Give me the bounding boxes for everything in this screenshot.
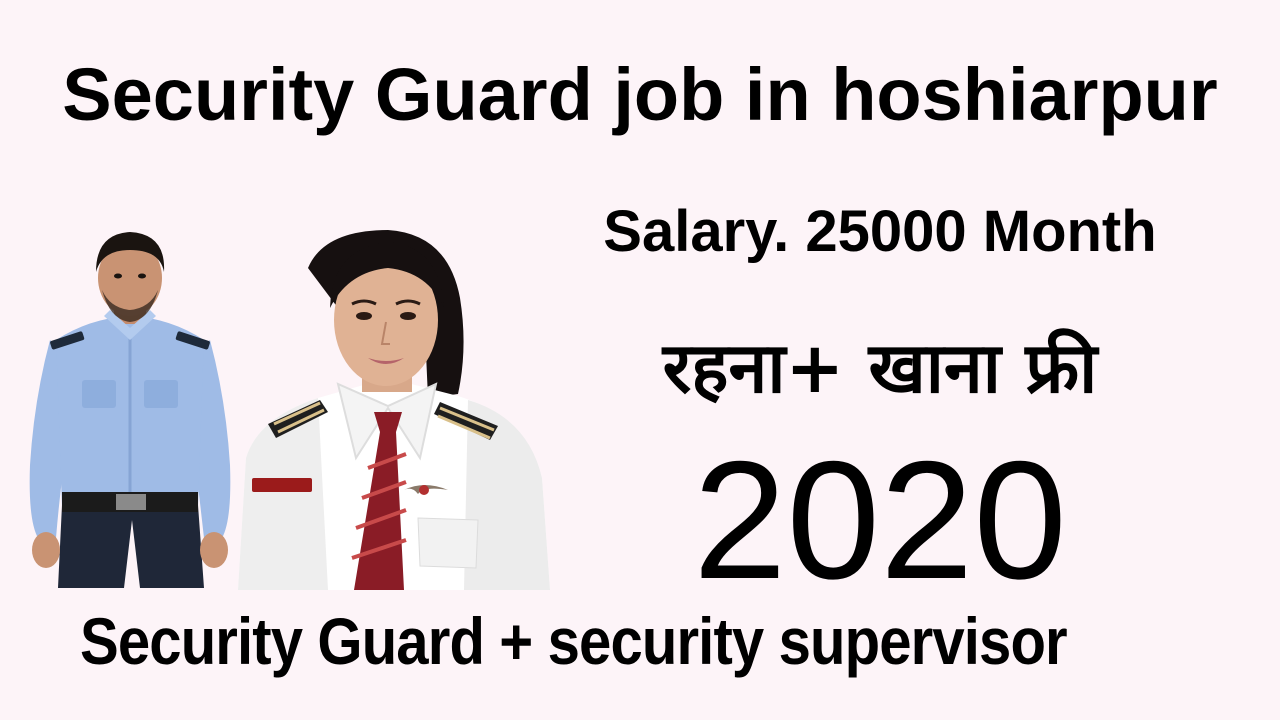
- female-guard-photo: [228, 228, 553, 590]
- hindi-benefit-text: रहना+ खाना फ्री: [662, 327, 1098, 409]
- bottom-caption: Security Guard + security supervisor: [80, 604, 1067, 678]
- salary-text: Salary. 25000 Month: [603, 199, 1157, 264]
- male-guard-photo: [20, 220, 240, 590]
- year-text: 2020: [693, 426, 1067, 614]
- headline-title: Security Guard job in hoshiarpur: [62, 53, 1218, 136]
